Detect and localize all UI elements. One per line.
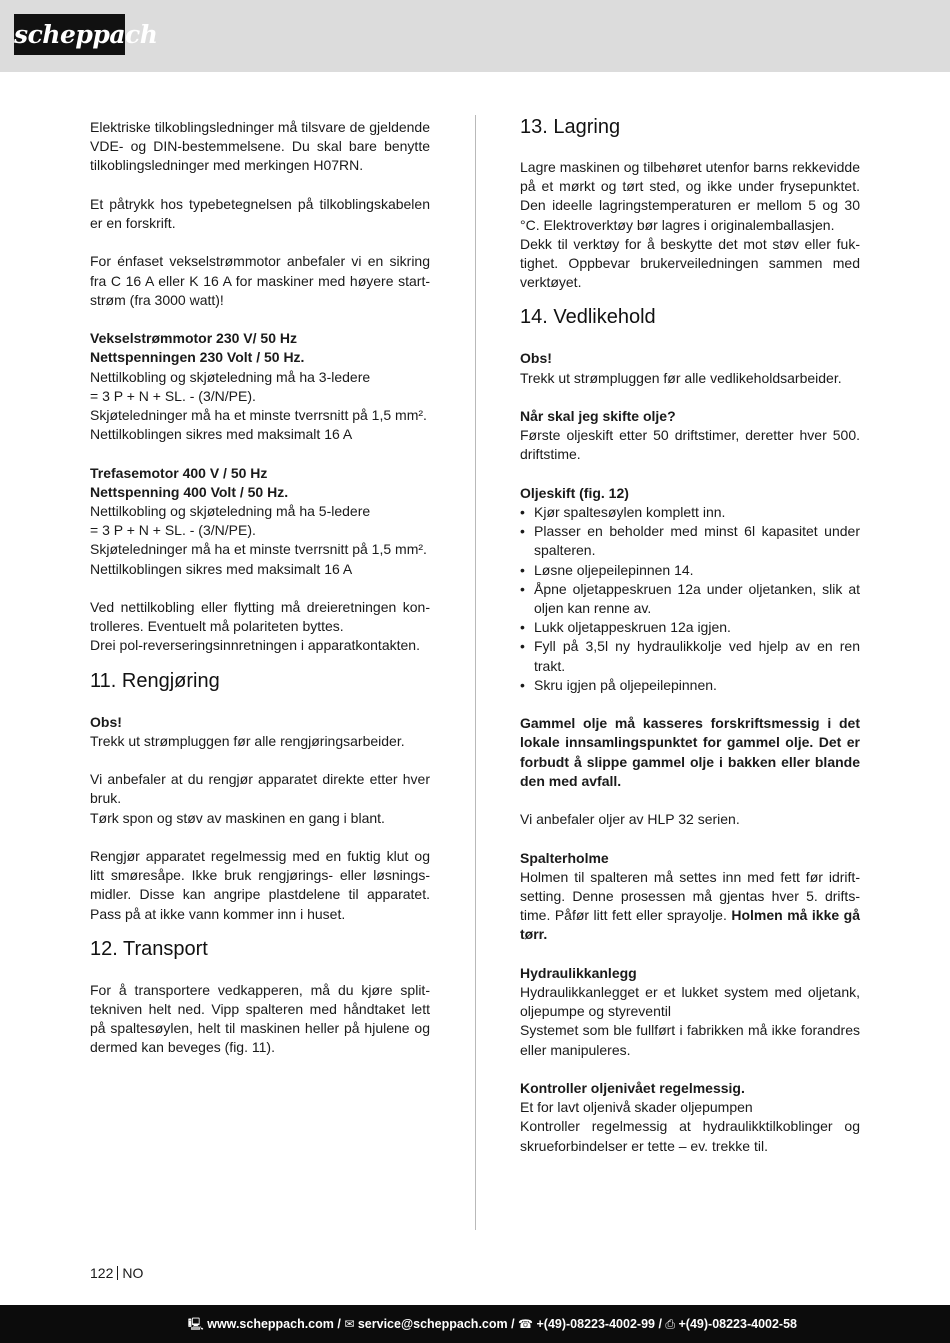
email-link[interactable]: service@scheppach.com	[357, 1317, 508, 1331]
subheading: Vekselstrømmotor 230 V/ 50 Hz	[90, 330, 297, 347]
paragraph: Et for lavt oljenivå skader oljepumpen	[520, 1099, 753, 1116]
list-item: • Plasser en beholder med minst 6l kapasitet under spalteren.	[520, 522, 860, 560]
section-title-maintenance: 14. Vedlikehold	[520, 306, 656, 329]
paragraph: Lagre maskinen og tilbehøret utenfor barns rekkevidde på et mørkt og tørt sted, og ikke under frysepunktet. Den ideelle lagringstemperaturen er mellom 5 og 30 °C. Elektroverktøy bør lagres i originalemballasjen.	[520, 159, 860, 233]
paragraph: Vi anbefaler at du rengjør apparatet direkte etter hver bruk.	[90, 771, 430, 807]
notice-label: Obs!	[90, 713, 122, 730]
paragraph: Første oljeskift etter 50 driftstimer, deretter hver 500. driftstime.	[520, 427, 860, 463]
brand-logo: scheppach	[14, 14, 125, 55]
list-item: • Skru igjen på oljepeilepinnen.	[520, 676, 860, 695]
text-line: Nettilkoblingen sikres med maksimalt 16 A	[90, 426, 353, 443]
paragraph: Rengjør apparatet regelmessig med en fuktig klut og litt smøresåpe. Ikke bruk rengjørings- eller løsningsmidler. Disse kan angripe plastdelene til apparatet. Pass på at ikke vann kommer inn i huset.	[90, 848, 430, 922]
list-item: • Løsne oljepeilepinnen 14.	[520, 561, 860, 580]
text-line: = 3 P + N + SL. - (3/N/PE).	[90, 522, 256, 539]
paragraph: Elektriske tilkoblingsledninger må tilsvare de gjeldende VDE- og DIN-bestemmelsene. Du skal bare benytte tilkoblingsledninger med merkingen H07RN.	[90, 119, 430, 174]
page-header	[0, 0, 950, 72]
paragraph: For énfaset vekselstrømmotor anbefaler vi en sikring fra C 16 A eller K 16 A for maskiner med høyere startstrøm (fra 3000 watt)!	[90, 253, 430, 308]
page-number-separator	[117, 1266, 118, 1280]
fax-icon: ⎙	[665, 1317, 676, 1331]
subheading: Spalterholme	[520, 849, 609, 866]
page-footer: 🖳 www.scheppach.com / ✉ service@scheppach.com / ☎ +(49)-08223-4002-99 / ⎙ +(49)-08223-4002-58	[0, 1305, 950, 1343]
fax-number: +(49)-08223-4002-58	[678, 1317, 797, 1331]
website-link[interactable]: www.scheppach.com	[207, 1317, 334, 1331]
paragraph: Vi anbefaler oljer av HLP 32 serien.	[520, 811, 740, 828]
paragraph: Tørk spon og støv av maskinen en gang i blant.	[90, 809, 385, 826]
paragraph: Trekk ut strømpluggen før alle rengjøringsarbeider.	[90, 732, 405, 749]
subheading: Nettspenning 400 Volt / 50 Hz.	[90, 483, 289, 500]
section-title-transport: 12. Transport	[90, 937, 208, 960]
paragraph: Dekk til verktøy for å beskytte det mot støv eller fuktighet. Oppbevar brukerveiledningen sammen med verktøyet.	[520, 235, 860, 291]
text-line: = 3 P + N + SL. - (3/N/PE).	[90, 387, 256, 404]
subheading: Trefasemotor 400 V / 50 Hz	[90, 464, 268, 481]
beam-warning: Holmen må ikke gå tørr.	[520, 907, 860, 943]
page-number-value: 122	[90, 1265, 114, 1281]
left-column	[90, 118, 430, 1058]
text-line: Nettilkobling og skjøteledning må ha 5-ledere	[90, 503, 371, 519]
list-item: • Kjør spaltesøylen komplett inn.	[520, 503, 860, 522]
subheading: Når skal jeg skifte olje?	[520, 408, 676, 425]
text-line: Skjøteledninger må ha et minste tverrsnitt på 1,5 mm².	[90, 407, 427, 423]
list-item: • Lukk oljetappeskruen 12a igjen.	[520, 618, 860, 637]
subheading: Hydraulikkanlegg	[520, 964, 637, 981]
list-item: • Åpne oljetappeskruen 12a under oljetanken, slik at oljen kan renne av.	[520, 580, 860, 618]
paragraph: Kontroller regelmessig at hydraulikktilkoblinger og skrueforbindelser er tette – ev. trekke til.	[520, 1118, 860, 1154]
column-divider	[475, 115, 476, 1230]
subheading: Nettspenningen 230 Volt / 50 Hz.	[90, 349, 305, 366]
paragraph: Trekk ut strømpluggen før alle vedlikeholdsarbeider.	[520, 369, 842, 386]
language-code: NO	[122, 1265, 144, 1281]
beam-text: Holmen til spalteren må settes inn med fett før idriftsetting. Denne prosessen må gjentas hver 5. driftstime. Påfør litt fett eller sprayolje.	[520, 868, 860, 924]
disposal-warning: Gammel olje må kasseres forskriftsmessig i det lokale innsamlingspunktet for gammel olje. Det er forbudt å slippe gammel olje i bakken eller blande den med avfall.	[520, 715, 860, 789]
notice-label: Obs!	[520, 350, 552, 367]
oil-change-steps	[520, 503, 860, 695]
subheading: Kontroller oljenivået regelmessig.	[520, 1080, 745, 1097]
phone-icon: ☎	[518, 1317, 533, 1331]
paragraph	[520, 868, 860, 945]
section-title-storage: 13. Lagring	[520, 116, 621, 138]
paragraph: Hydraulikkanlegget er et lukket system med oljetank, oljepumpe og styreventil	[520, 984, 860, 1020]
paragraph: Ved nettilkobling eller flytting må dreieretningen kontrolleres. Eventuelt må polariteten byttes.	[90, 599, 430, 635]
paragraph: Systemet som ble fullført i fabrikken må ikke forandres eller manipuleres.	[520, 1022, 860, 1058]
page-number	[90, 1264, 143, 1283]
text-line: Skjøteledninger må ha et minste tverrsnitt på 1,5 mm².	[90, 541, 427, 558]
section-title-cleaning: 11. Rengjøring	[90, 669, 220, 692]
phone-number: +(49)-08223-4002-99	[536, 1317, 655, 1331]
right-column	[520, 118, 860, 1156]
list-item: • Fyll på 3,5l ny hydraulikkolje ved hjelp av en ren trakt.	[520, 637, 860, 675]
mail-icon: ✉	[344, 1317, 355, 1331]
text-line: Nettilkoblingen sikres med maksimalt 16 A	[90, 560, 353, 577]
paragraph: Drei pol-reverseringsinnretningen i apparatkontakten.	[90, 637, 420, 654]
subheading: Oljeskift (fig. 12)	[520, 484, 629, 501]
computer-icon: 🖳	[187, 1317, 204, 1331]
paragraph: Et påtrykk hos typebetegnelsen på tilkoblingskabelen er en forskrift.	[90, 195, 430, 231]
text-line: Nettilkobling og skjøteledning må ha 3-ledere	[90, 368, 371, 385]
paragraph: For å transportere vedkapperen, må du kjøre splittekniven helt ned. Vipp spalteren med håndtaket lett på spaltesøylen, helt til maskinen heller på hjulene og dermed kan beveges (fig. 11).	[90, 981, 430, 1056]
